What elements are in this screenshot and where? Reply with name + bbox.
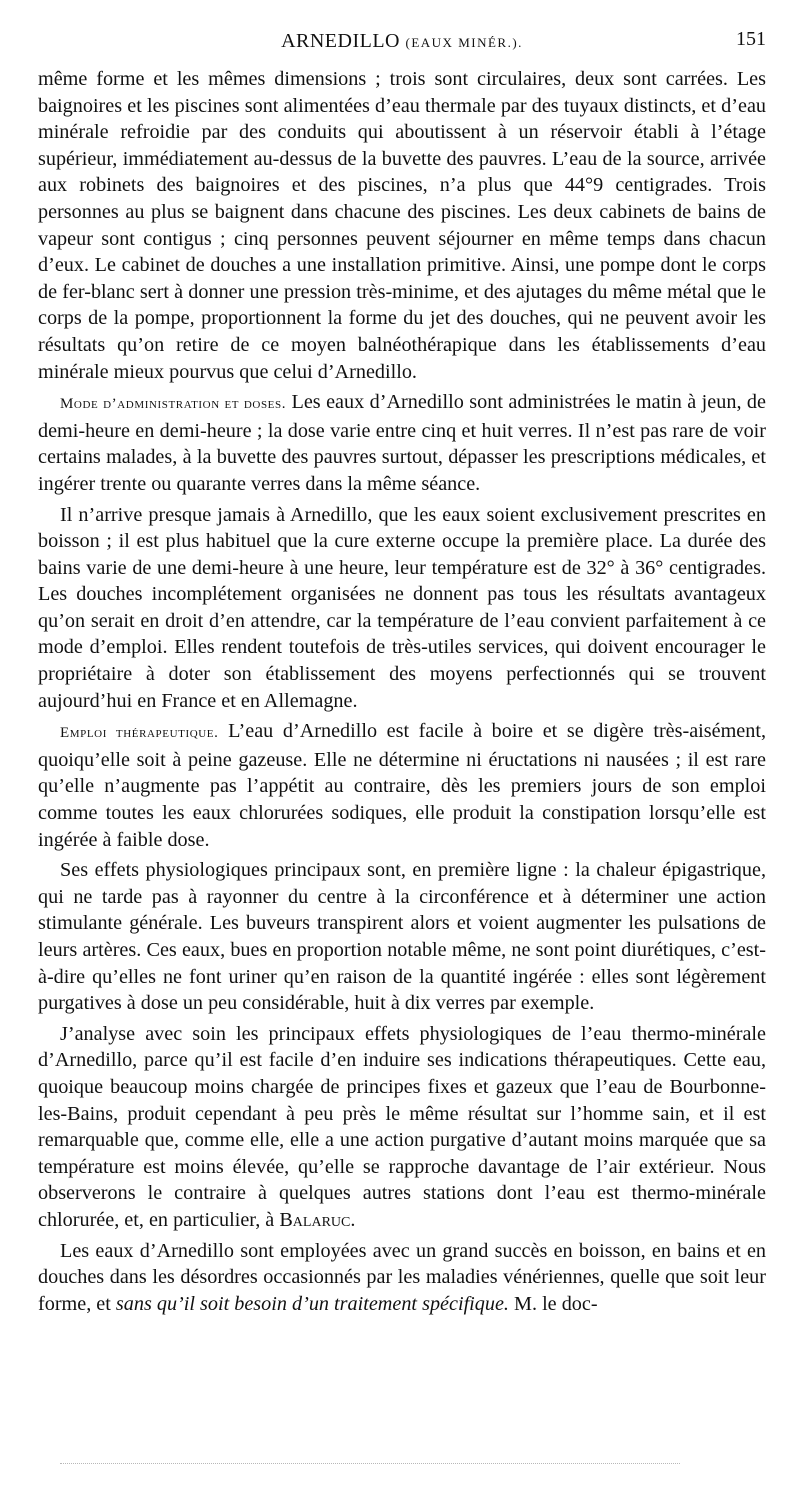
section-heading-emploi-therapeutique: Emploi thérapeutique. [60, 725, 219, 742]
footer-bleed-line [60, 1463, 680, 1464]
paragraph-maladies-veneriennes [38, 1238, 766, 1318]
running-title-main: ARNEDILLO [281, 30, 401, 52]
running-title [38, 30, 766, 53]
paragraph-emploi-therapeutique-text: L’eau d’Arnedillo est facile à boire et se digère très-aisément, quoiqu’elle soit à peine gazeuse. Elle ne détermine ni éructations ni nausées ; il est rare qu’elle n’augmente pas l’appétit au contraire, dès les premiers jours de son emploi comme toutes les eaux chlorurées sodiques, elle produit la constipation lorsqu’elle est ingérée à faible dose. [38, 720, 766, 851]
italic-phrase: sans qu’il soit besoin d’un traitement spécifique. [115, 1292, 509, 1315]
paragraph-emploi-therapeutique [38, 718, 766, 853]
section-heading-mode-administration: Mode d’administration et doses. [60, 396, 287, 413]
paragraph-maladies-text: Les eaux d’Arnedillo sont employées avec un grand succès en boisson, en bains et en douches dans les désordres occasionnés par les maladies vénériennes, quelle que soit leur forme, et [38, 1239, 766, 1315]
paragraph-mode-administration [38, 389, 766, 497]
body-text [38, 66, 766, 1317]
paragraph-mode-administration-text: Les eaux d’Arnedillo sont administrées le matin à jeun, de demi-heure en demi-heure ; la dose varie entre cinq et huit verres. Il n’est pas rare de voir certains malades, à la buvette des pauvres surtout, dépasser les prescriptions médicales, et ingérer trente ou quarante verres dans la même séance. [38, 391, 766, 495]
book-page [38, 28, 766, 1317]
paragraph-analyse [38, 1021, 766, 1234]
paragraph-analyse-text: J’analyse avec soin les principaux effets physiologiques de l’eau thermo-minérale d’Arnedillo, parce qu’il est facile d’en induire ses indications thérapeutiques. Cette eau, quoique beaucoup moins chargée de principes fixes et gazeux que l’eau de Bourbonne-les-Bains, produit cependant à peu près le même résultat sur l’homme sain, et il est remarquable que, comme elle, elle a une action purgative d’autant moins marquée que sa température est moins élevée, qu’elle se rapproche davantage de l’air extérieur. Nous observerons le contraire à quelques autres stations dont l’eau est thermo-minérale chlorurée, et, en particulier, à [38, 1022, 766, 1231]
running-title-subtitle: (EAUX MINÉR.). [405, 35, 523, 50]
paragraph-effets-physiologiques: Ses effets physiologiques principaux sont, en première ligne : la chaleur épigastrique, qui ne tarde pas à rayonner du centre à la circonférence et à déterminer une action stimulante générale. Les buveurs transpirent alors et voient augmenter les pulsations de leurs artères. Ces eaux, bues en proportion notable même, ne sont point diurétiques, c’est-à-dire qu’elles ne font uriner qu’en raison de la quantité ingérée : elles sont légèrement purgatives à dose un peu considérable, huit à dix verres par exemple. [38, 859, 766, 1015]
paragraph-cure-externe: Il n’arrive presque jamais à Arnedillo, que les eaux soient exclusivement prescrites en boisson ; il est plus habituel que la cure externe occupe la première place. La durée des bains varie de une demi-heure à une heure, leur température est de 32° à 36° centigrades. Les douches incomplétement organisées ne donnent pas tous les résultats avantageux qu’on serait en droit d’en attendre, car la température de l’eau convient parfaitement à ce mode d’emploi. Elles rendent toutefois de très-utiles services, qui doivent encourager le propriétaire à doter son établissement des moyens perfectionnés qui se trouvent aujourd’hui en France et en Allemagne. [38, 503, 766, 712]
running-header [38, 28, 766, 58]
place-name-balaruc: Balaruc. [279, 1208, 356, 1231]
page-number: 151 [736, 28, 766, 50]
paragraph-maladies-end: M. le doc- [508, 1292, 598, 1315]
paragraph-installations: même forme et les mêmes dimensions ; trois sont circulaires, deux sont carrées. Les baignoires et les piscines sont alimentées d’eau thermale par des tuyaux distincts, et d’eau minérale refroidie par des conduits qui aboutissent à un réservoir établi à l’étage supérieur, immédiatement au-dessus de la buvette des pauvres. L’eau de la source, arrivée aux robinets des baignoires et des piscines, n’a plus que 44°9 centigrades. Trois personnes au plus se baignent dans chacune des piscines. Les deux cabinets de bains de vapeur sont contigus ; cinq personnes peuvent séjourner en même temps dans chacun d’eux. Le cabinet de douches a une installation primitive. Ainsi, une pompe dont le corps de fer-blanc sert à donner une pression très-minime, et des ajutages du même métal que le corps de la pompe, proportionnent la forme du jet des douches, qui ne peuvent avoir les résultats qu’on retire de ce moyen balnéothérapique dans les établissements d’eau minérale mieux pourvus que celui d’Arnedillo. [38, 68, 766, 383]
